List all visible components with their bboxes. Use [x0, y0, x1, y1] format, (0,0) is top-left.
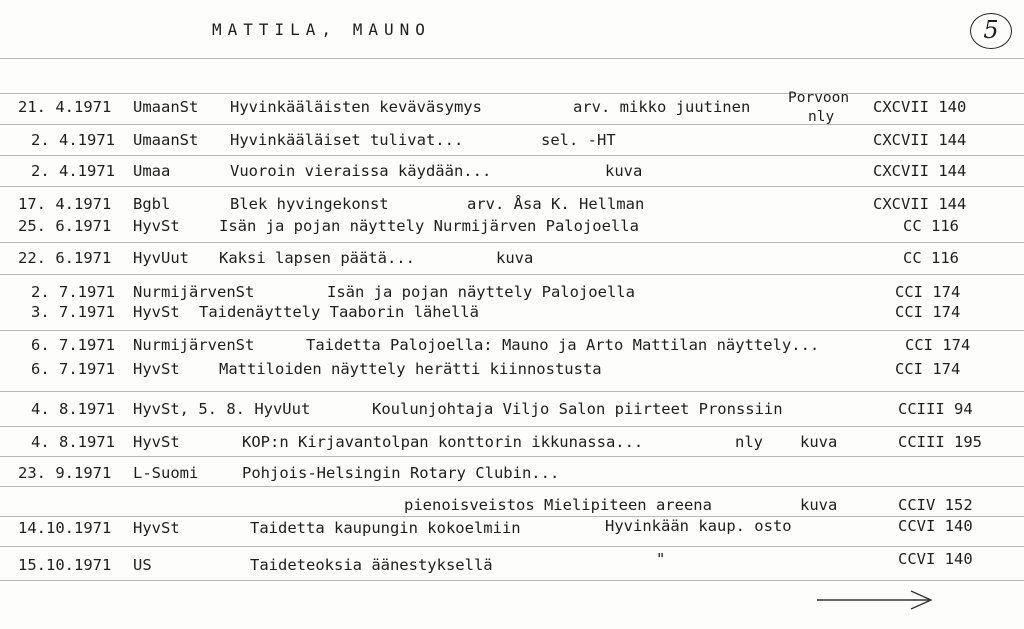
rule-line — [0, 486, 1024, 487]
entry-title: Vuoroin vieraissa käydään... — [230, 162, 492, 180]
entry-title: Hyvinkääläiset tulivat... — [230, 131, 464, 149]
entry-ref: CCIV 152 — [898, 496, 973, 514]
entry-note: kuva — [605, 162, 643, 180]
entry-note-lower: nly — [808, 109, 835, 125]
entry-note: nly — [735, 433, 763, 451]
entry-source: Umaa — [133, 162, 171, 180]
entry-ref: CXCVII 144 — [873, 195, 967, 213]
entry-date: 17. 4.1971 — [18, 195, 112, 213]
entry-note-2: kuva — [800, 433, 838, 451]
rule-line — [0, 58, 1024, 59]
entry-source: HyvUut — [133, 249, 189, 267]
entry-source: HyvSt — [133, 519, 180, 537]
entry-source: NurmijärvenSt — [133, 283, 255, 301]
entry-title: pienoisveistos Mielipiteen areena — [404, 496, 712, 514]
entry-source: HyvSt — [133, 217, 180, 235]
rule-line — [0, 155, 1024, 156]
entry-date: 3. 7.1971 — [31, 303, 115, 321]
entry-title: Taidetta kaupungin kokoelmiin — [250, 519, 521, 537]
entry-title: Taideteoksia äänestyksellä — [250, 556, 493, 574]
entry-ref: CC 116 — [903, 249, 959, 267]
entry-date: 4. 8.1971 — [31, 433, 115, 451]
entry-source: US — [133, 556, 152, 574]
entry-note: Hyvinkään kaup. osto — [605, 517, 792, 535]
entry-title: Kaksi lapsen päätä... — [219, 249, 415, 267]
entry-source: HyvSt, 5. 8. HyvUut — [133, 400, 311, 418]
entry-title: Isän ja pojan näyttely Nurmijärven Palojoella — [219, 217, 639, 235]
rule-line — [0, 186, 1024, 187]
rule-line — [0, 426, 1024, 427]
entry-ref: CXCVII 140 — [873, 98, 967, 116]
entry-source: UmaanSt — [133, 131, 199, 149]
rule-line — [0, 330, 1024, 331]
entry-date: 14.10.1971 — [18, 519, 112, 537]
entry-note: sel. -HT — [541, 131, 616, 149]
entry-note: kuva — [800, 496, 838, 514]
entry-note: arv. Åsa K. Hellman — [467, 195, 645, 213]
entry-title: Taidenäyttely Taaborin lähellä — [199, 303, 479, 321]
entry-date: 15.10.1971 — [18, 556, 112, 574]
rule-line — [0, 274, 1024, 275]
entry-ref: CCI 174 — [905, 336, 971, 354]
entry-date: 2. 7.1971 — [31, 283, 115, 301]
entry-source: HyvSt — [133, 360, 180, 378]
card-number-circle: 5 — [970, 13, 1012, 49]
entry-date: 23. 9.1971 — [18, 464, 112, 482]
rule-line — [0, 546, 1024, 547]
entry-title: Pohjois-Helsingin Rotary Clubin... — [242, 464, 560, 482]
entry-ref: CXCVII 144 — [873, 162, 967, 180]
entry-date: 2. 4.1971 — [31, 131, 115, 149]
entry-ref: CCVI 140 — [898, 517, 973, 535]
entry-title: Hyvinkääläisten keväväsymys — [230, 98, 482, 116]
entry-ref: CCIII 195 — [898, 433, 982, 451]
entry-source: L-Suomi — [133, 464, 199, 482]
card-header-name: MATTILA, MAUNO — [212, 20, 431, 39]
entry-note-upper: Porvoon — [788, 90, 850, 106]
entry-ref: CXCVII 144 — [873, 131, 967, 149]
continuation-arrow-icon — [815, 588, 935, 610]
rule-line — [0, 580, 1024, 581]
entry-title: Mattiloiden näyttely herätti kiinnostusta — [219, 360, 602, 378]
entry-note: arv. mikko juutinen — [573, 98, 751, 116]
entry-source: UmaanSt — [133, 98, 199, 116]
entry-source: HyvSt — [133, 303, 180, 321]
entry-ref: CC 116 — [903, 217, 959, 235]
entry-title: Isän ja pojan näyttely Palojoella — [327, 283, 635, 301]
entry-title: Blek hyvingekonst — [230, 195, 389, 213]
rule-line — [0, 242, 1024, 243]
entry-ref: CCI 174 — [895, 303, 961, 321]
rule-line — [0, 516, 1024, 517]
entry-date: 6. 7.1971 — [31, 360, 115, 378]
entry-ref: CCI 174 — [895, 283, 961, 301]
entry-date: 22. 6.1971 — [18, 249, 112, 267]
entry-date: 21. 4.1971 — [18, 98, 112, 116]
entry-note: kuva — [496, 249, 534, 267]
entry-date: 6. 7.1971 — [31, 336, 115, 354]
entry-title: Koulunjohtaja Viljo Salon piirteet Pronssiin — [372, 400, 783, 418]
rule-line — [0, 391, 1024, 392]
entry-title: Taidetta Palojoella: Mauno ja Arto Mattilan näyttely... — [306, 336, 820, 354]
entry-source: HyvSt — [133, 433, 180, 451]
entry-ref: CCVI 140 — [898, 550, 973, 568]
entry-ref: CCI 174 — [895, 360, 961, 378]
rule-line — [0, 456, 1024, 457]
entry-source: Bgbl — [133, 195, 171, 213]
rule-line — [0, 93, 1024, 94]
entry-source: NurmijärvenSt — [133, 336, 255, 354]
entry-title: KOP:n Kirjavantolpan konttorin ikkunassa... — [242, 433, 644, 451]
entry-date: 2. 4.1971 — [31, 162, 115, 180]
entry-date: 25. 6.1971 — [18, 217, 112, 235]
entry-note: " — [656, 550, 666, 568]
rule-line — [0, 124, 1024, 125]
entry-date: 4. 8.1971 — [31, 400, 115, 418]
entry-ref: CCIII 94 — [898, 400, 973, 418]
